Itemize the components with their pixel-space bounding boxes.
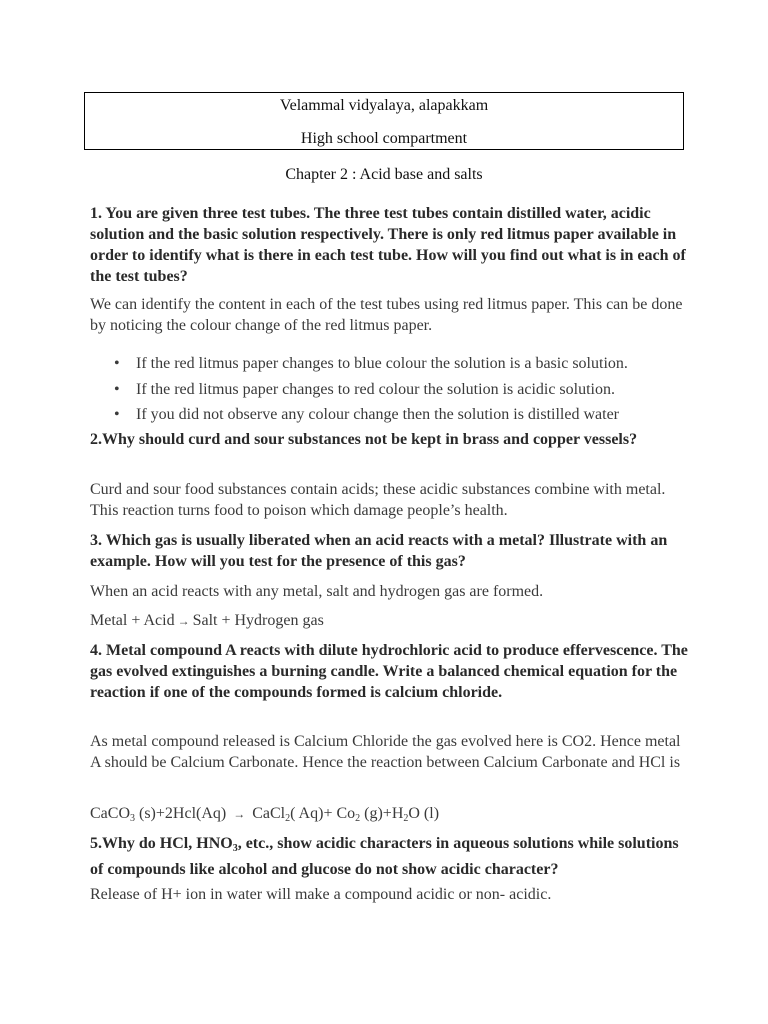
- bullet-dot: •: [114, 355, 120, 372]
- question-5: [90, 833, 690, 880]
- eq-subscript: 2: [285, 813, 291, 824]
- question-4: 4. Metal compound A reacts with dilute hydrochloric acid to produce effervescence. The gas evolved extinguishes a burning candle. Write a balanced chemical equation for the reaction if one of the compounds formed is calcium chloride.: [90, 642, 688, 701]
- eq-subscript: 2: [355, 813, 361, 824]
- question-3: 3. Which gas is usually liberated when an acid reacts with a metal? Illustrate with an example. How will you test for the presence of this gas?: [90, 532, 668, 570]
- eq-part: (s)+2Hcl(Aq): [135, 805, 231, 822]
- equation-metal-acid: [90, 610, 690, 632]
- answer-4: As metal compound released is Calcium Chloride the gas evolved here is CO2. Hence metal A should be Calcium Carbonate. Hence the reaction between Calcium Carbonate and HCl is: [90, 733, 681, 771]
- eq-part: (g)+H: [360, 805, 404, 822]
- compartment-name: High school compartment: [300, 130, 468, 147]
- eq-part: CaCl: [248, 805, 286, 822]
- bullet-dot: •: [114, 406, 120, 423]
- bullet-item-1: If the red litmus paper changes to blue colour the solution is a basic solution.: [136, 355, 628, 372]
- bullet-dot: •: [114, 381, 120, 398]
- answer-2: Curd and sour food substances contain acids; these acidic substances combine with metal. This reaction turns food to poison which damage people’s health.: [90, 481, 666, 519]
- arrow-icon: →: [233, 807, 246, 821]
- eq-subscript: 3: [130, 813, 135, 824]
- header-box: [84, 92, 684, 150]
- q5-text-part: 5.Why do HCl, HNO: [90, 835, 233, 852]
- answer-3: When an acid reacts with any metal, salt and hydrogen gas are formed.: [90, 583, 544, 600]
- eq-subscript: 2: [403, 813, 409, 824]
- eq-part: O (l): [408, 805, 440, 822]
- eq-part: ( Aq)+ Co: [290, 805, 356, 822]
- question-1: 1. You are given three test tubes. The three test tubes contain distilled water, acidic solution and the basic solution respectively. There is only red litmus paper available in order to identify what is there in each test tube. How will you find out what is in each of the test tubes?: [90, 205, 686, 285]
- school-name: Velammal vidyalaya, alapakkam: [279, 97, 489, 114]
- equation-caco3: [90, 803, 690, 829]
- chapter-title: Chapter 2 : Acid base and salts: [285, 166, 483, 183]
- equation-right: Salt + Hydrogen gas: [192, 612, 324, 629]
- equation-left: Metal + Acid: [90, 612, 175, 629]
- eq-part: CaCO: [90, 805, 130, 822]
- answer-1: We can identify the content in each of the test tubes using red litmus paper. This can be done by noticing the colour change of the red litmus paper.: [90, 296, 683, 334]
- answer-5: Release of H+ ion in water will make a compound acidic or non- acidic.: [90, 886, 552, 903]
- question-2: 2.Why should curd and sour substances not be kept in brass and copper vessels?: [90, 431, 638, 448]
- arrow-icon: →: [177, 614, 190, 628]
- bullet-item-3: If you did not observe any colour change then the solution is distilled water: [136, 406, 619, 423]
- q5-subscript: 3: [232, 843, 238, 854]
- bullet-item-2: If the red litmus paper changes to red colour the solution is acidic solution.: [136, 381, 615, 398]
- q5-text-part: , etc., show acidic characters in aqueous solutions while solutions of compounds like alcohol and glucose do not show acidic character?: [90, 835, 679, 878]
